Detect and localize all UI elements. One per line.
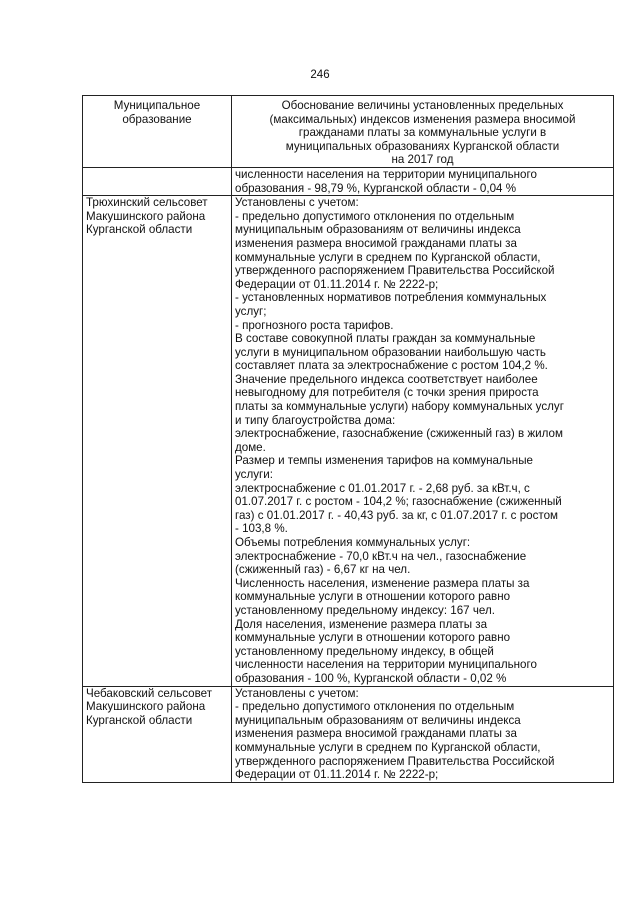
municipality-cell (83, 167, 232, 195)
justification-line: численности населения на территории муниципального (235, 658, 537, 672)
justification-line: - предельно допустимого отклонения по отдельным (235, 209, 515, 223)
justification-line: численности населения на территории муниципального (235, 167, 537, 181)
justification-line: и типу благоустройства дома: (235, 413, 396, 427)
justification-line: электроснабжение с 01.01.2017 г. - 2,68 руб. за кВт.ч, с (235, 481, 530, 495)
justification-line: утвержденного распоряжением Правительства Российской (235, 754, 555, 768)
justification-line: изменения размера вносимой гражданами платы за (235, 236, 517, 250)
header-justification-line: (максимальных) индексов изменения размера вносимой (269, 112, 576, 126)
table-row (83, 196, 614, 686)
justification-line: Федерации от 01.11.2014 г. № 2222-р; (235, 277, 439, 291)
justification-line: газ) с 01.01.2017 г. - 40,43 руб. за кг, с 01.07.2017 г. с ростом (235, 508, 558, 522)
page-number: 246 (310, 69, 330, 81)
justification-line: электроснабжение - 70,0 кВт.ч на чел., газоснабжение (235, 549, 527, 563)
justification-line: платы за коммунальные услуги) набору коммунальных услуг (235, 400, 564, 414)
justification-line: невыгодному для потребителя (с точки зрения прироста (235, 386, 539, 400)
table-row (83, 686, 614, 782)
header-municipality-line: Муниципальное (113, 99, 201, 112)
tariff-justification-table (82, 95, 614, 783)
municipality-cell (83, 196, 232, 686)
justification-line: коммунальные услуги в отношении которого равно (235, 631, 511, 645)
justification-line: услуг; (235, 304, 267, 318)
justification-line: В составе совокупной платы граждан за коммунальные (235, 332, 536, 346)
header-justification-line: на 2017 год (391, 153, 454, 167)
municipality-line: Трюхинский сельсовет (86, 196, 208, 210)
justification-line: услуги: (235, 468, 273, 482)
table-row (83, 167, 614, 195)
justification-line: услуги в муниципальном образовании наибольшую часть (235, 345, 546, 359)
municipality-line: Макушинского района (86, 700, 206, 714)
justification-line: составляет плата за электроснабжение с ростом 104,2 %. (235, 359, 548, 373)
table-header-row (83, 96, 614, 168)
justification-line: Доля населения, изменение размера платы за (235, 617, 488, 631)
justification-cell (232, 686, 614, 782)
justification-line: муниципальным образованиям от величины индекса (235, 223, 521, 237)
justification-line: Установлены с учетом: (235, 196, 359, 210)
header-justification-line: Обоснование величины установленных предельных (281, 99, 564, 112)
justification-line: коммунальные услуги в отношении которого равно (235, 590, 511, 604)
justification-line: электроснабжение, газоснабжение (сжиженный газ) в жилом (235, 427, 563, 441)
justification-line: Численность населения, изменение размера платы за (235, 576, 530, 590)
justification-line: Размер и темпы изменения тарифов на коммунальные (235, 454, 533, 468)
municipality-cell (83, 686, 232, 782)
justification-cell (232, 196, 614, 686)
justification-line: Федерации от 01.11.2014 г. № 2222-р; (235, 768, 439, 782)
header-justification-line: гражданами платы за коммунальные услуги в (298, 126, 547, 140)
justification-line: муниципальным образованиям от величины индекса (235, 713, 521, 727)
justification-line: - установленных нормативов потребления коммунальных (235, 291, 547, 305)
header-justification (232, 96, 614, 168)
justification-line: образования - 98,79 %, Курганской области - 0,04 % (235, 181, 517, 195)
municipality-line: Чебаковский сельсовет (86, 686, 213, 700)
header-municipality-line: образование (122, 112, 192, 126)
municipality-line: Макушинского района (86, 209, 206, 223)
justification-line: Установлены с учетом: (235, 686, 359, 700)
justification-line: установленному предельному индексу, в общей (235, 644, 494, 658)
justification-line: - прогнозного роста тарифов. (235, 318, 394, 332)
justification-line: - 103,8 %. (235, 522, 288, 536)
justification-line: Объемы потребления коммунальных услуг: (235, 536, 471, 549)
justification-line: утвержденного распоряжением Правительства Российской (235, 264, 555, 278)
justification-line: Значение предельного индекса соответствует наиболее (235, 372, 538, 386)
justification-line: (сжиженный газ) - 6,67 кг на чел. (235, 563, 411, 577)
justification-line: доме. (235, 440, 266, 454)
justification-line: установленному предельному индексу: 167 чел. (235, 603, 495, 617)
header-justification-line: муниципальных образованиях Курганской области (285, 139, 560, 153)
justification-line: образования - 100 %, Курганской области - 0,02 % (235, 671, 507, 685)
justification-cell (232, 167, 614, 195)
municipality-line: Курганской области (86, 223, 193, 237)
municipality-line: Курганской области (86, 713, 193, 727)
justification-line: - предельно допустимого отклонения по отдельным (235, 700, 515, 714)
header-municipality (83, 96, 232, 168)
justification-line: коммунальные услуги в среднем по Курганской области, (235, 250, 541, 264)
justification-line: коммунальные услуги в среднем по Курганской области, (235, 740, 541, 754)
justification-line: 01.07.2017 г. с ростом - 104,2 %; газоснабжение (сжиженный (235, 495, 562, 509)
justification-line: изменения размера вносимой гражданами платы за (235, 727, 517, 741)
